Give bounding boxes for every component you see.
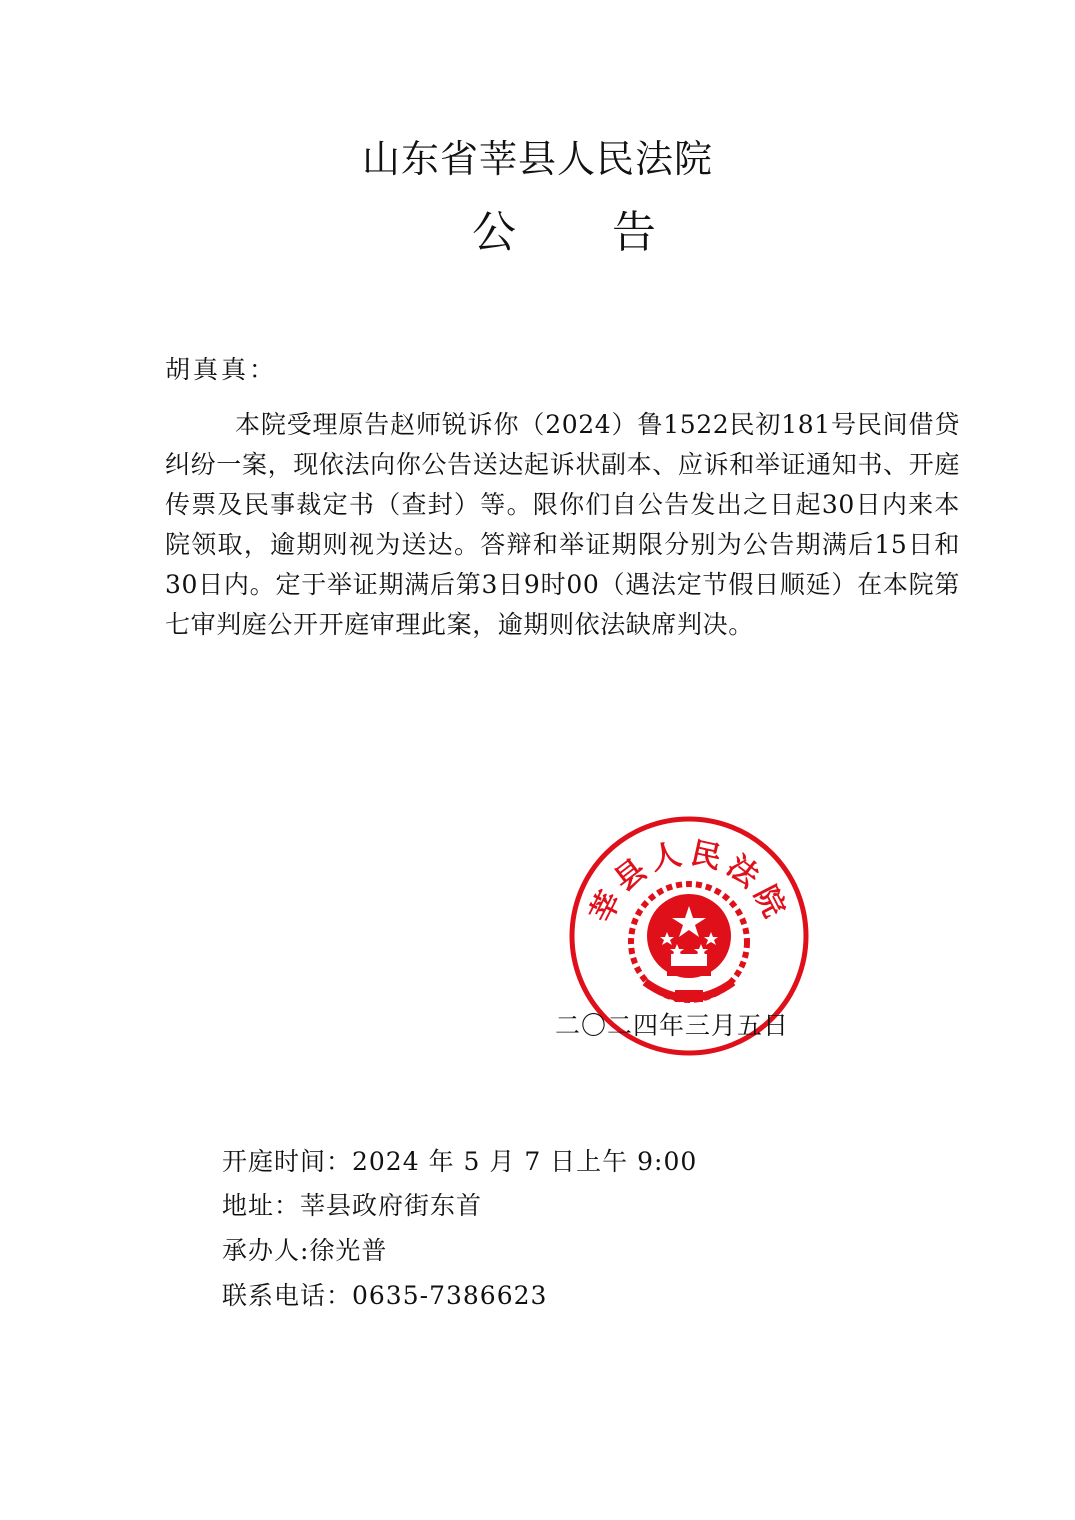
national-emblem-icon (631, 884, 747, 1002)
address: 地址：莘县政府街东首 (222, 1191, 483, 1220)
tiananmen-gate-icon (671, 954, 707, 966)
phone: 联系电话：0635-7386623 (222, 1281, 548, 1310)
seal-text: 莘县人民法院 (583, 835, 795, 929)
hearing-time: 开庭时间：2024 年 5 月 7 日上午 9:00 (222, 1147, 698, 1176)
title-char-gong: 公 (472, 207, 516, 258)
addressee: 胡真真： (165, 355, 278, 384)
court-name: 山东省莘县人民法院 (361, 137, 713, 181)
title-char-gao: 告 (612, 207, 656, 258)
notice-body: 本院受理原告赵师锐诉你（2024）鲁1522民初181号民间借贷纠纷一案，现依法向你公告送达起诉状副本、应诉和举证通知书、开庭传票及民事裁定书（查封）等。限你们自公告发出之日起30日内来本院领取，逾期则视为送达。答辩和举证期限分别为公告期满后15日和30日内。定于举证期满后第3日9时00（遇法定节假日顺延）在本院第七审判庭公开开庭审理此案，逾期则依法缺席判决。 (165, 410, 960, 639)
handler: 承办人:徐光普 (222, 1236, 388, 1265)
document-title (0, 203, 1075, 263)
notice-date: 二〇二四年三月五日 (555, 1011, 790, 1040)
